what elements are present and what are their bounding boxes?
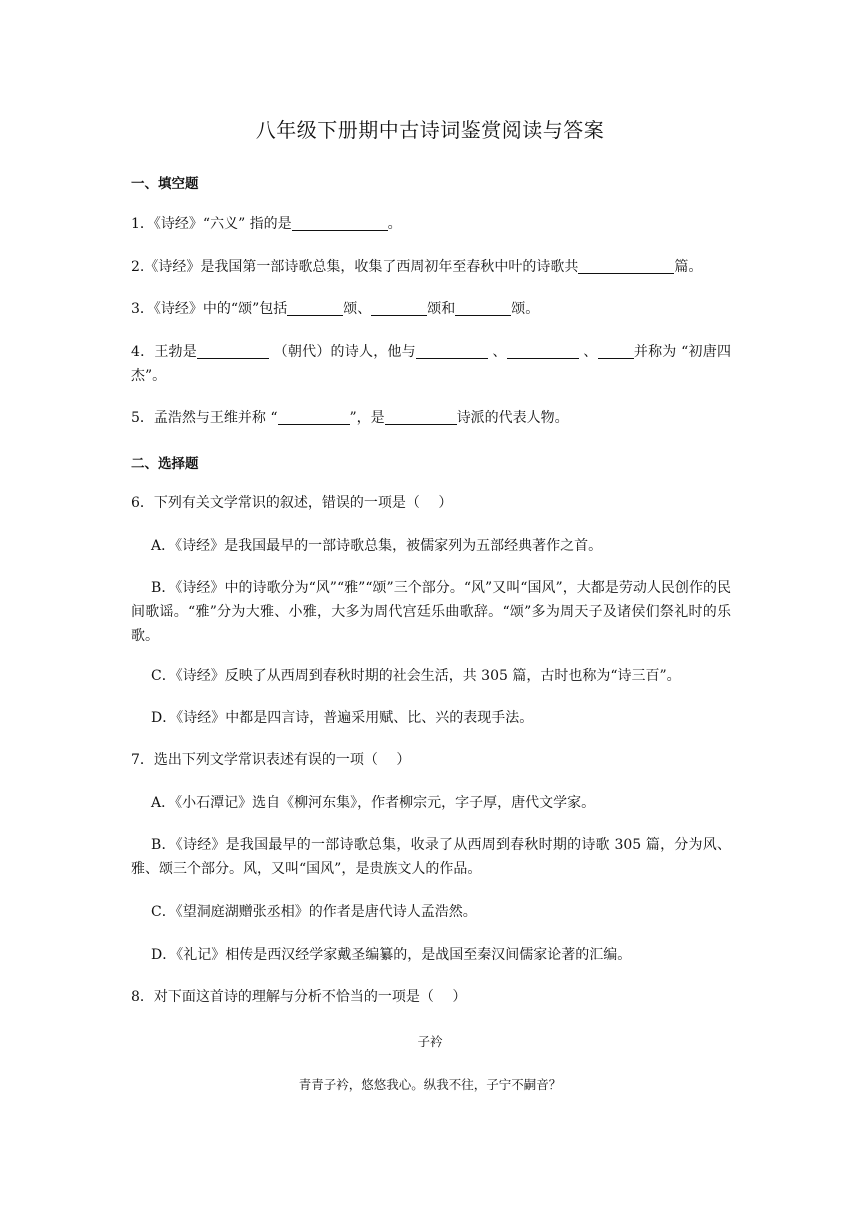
- question-6-stem: 6．下列有关文学常识的叙述，错误的一项是（ ）: [131, 495, 453, 511]
- question-8-stem: 8．对下面这首诗的理解与分析不恰当的一项是（ ）: [131, 989, 467, 1005]
- answer-blank: [287, 299, 343, 316]
- answer-blank: [292, 214, 388, 231]
- question-6-option-b: B．《诗经》中的诗歌分为“风”“雅”“颂”三个部分。“风”又叫“国风”，大都是劳动人民创作的民间歌谣。“雅”分为大雅、小雅，大多为周代宫廷乐曲歌辞。“颂”多为周天子及诸侯们祭礼时的乐歌。: [131, 580, 731, 644]
- question-6-option-c: C．《诗经》反映了从西周到春秋时期的社会生活，共 305 篇，古时也称为“诗三百”。: [151, 668, 681, 684]
- answer-blank: [371, 299, 427, 316]
- question-1: 1．《诗经》“六义” 指的是 。: [131, 216, 402, 232]
- answer-blank: [197, 342, 269, 359]
- poem-title: 子衿: [417, 1034, 443, 1049]
- question-7-option-d: D．《礼记》相传是西汉经学家戴圣编纂的，是战国至秦汉间儒家论著的汇编。: [151, 947, 632, 963]
- question-5: 5．孟浩然与王维并称 “ ”，是 诗派的代表人物。: [131, 410, 569, 426]
- question-7-stem: 7．选出下列文学常识表述有误的一项（ ）: [131, 752, 411, 768]
- answer-blank: [455, 299, 511, 316]
- question-7-option-b: B．《诗经》是我国最早的一部诗歌总集，收录了从西周到春秋时期的诗歌 305 篇，分为风、雅、颂三个部分。风，又叫“国风”，是贵族文人的作品。: [131, 837, 731, 877]
- question-4: 4．王勃是 （朝代）的诗人，他与 、 、 并称为 “初唐四杰”。: [131, 344, 731, 384]
- answer-blank: [507, 342, 579, 359]
- document-title: 八年级下册期中古诗词鉴赏阅读与答案: [255, 118, 605, 142]
- poem-line: 青青子衿，悠悠我心。纵我不往，子宁不嗣音？: [298, 1077, 562, 1092]
- question-6-option-a: A．《诗经》是我国最早的一部诗歌总集，被儒家列为五部经典著作之首。: [151, 538, 603, 554]
- answer-blank: [578, 257, 674, 274]
- question-1-text: 1．《诗经》“六义” 指的是: [131, 216, 292, 232]
- question-4-text: 4．王勃是: [131, 344, 197, 360]
- question-7-option-c: C．《望洞庭湖赠张丞相》的作者是唐代诗人孟浩然。: [151, 904, 477, 920]
- question-5-text: 5．孟浩然与王维并称 “: [131, 410, 278, 426]
- question-7-option-a: A．《小石潭记》选自《柳河东集》，作者柳宗元，字子厚，唐代文学家。: [151, 795, 596, 811]
- answer-blank: [385, 408, 457, 425]
- answer-blank: [278, 408, 350, 425]
- section-multiple-choice: 二、选择题: [131, 456, 199, 472]
- question-3: 3．《诗经》中的“颂”包括 颂、 颂和 颂。: [131, 301, 540, 317]
- answer-blank: [598, 342, 634, 359]
- section-fill-in: 一、填空题: [131, 176, 199, 192]
- question-3-text: 3．《诗经》中的“颂”包括: [131, 301, 288, 317]
- question-2-text: 2.《诗经》是我国第一部诗歌总集，收集了西周初年至春秋中叶的诗歌共: [131, 259, 579, 275]
- answer-blank: [416, 342, 488, 359]
- question-6-option-d: D．《诗经》中都是四言诗，普遍采用赋、比、兴的表现手法。: [151, 710, 534, 726]
- question-2: 2.《诗经》是我国第一部诗歌总集，收集了西周初年至春秋中叶的诗歌共 篇。: [131, 259, 703, 275]
